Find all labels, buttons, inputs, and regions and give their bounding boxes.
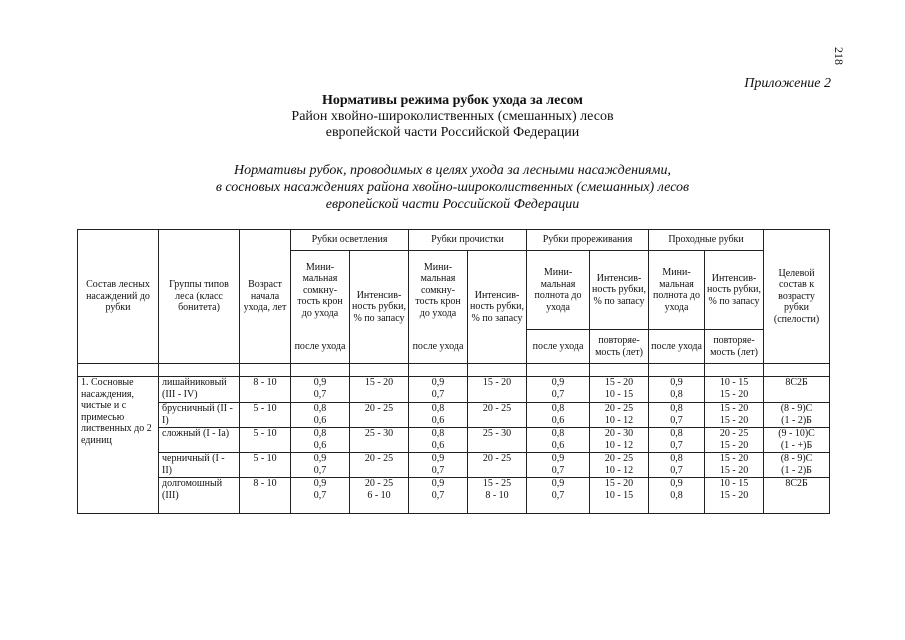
target-cell — [764, 478, 830, 514]
cell-value: 0,9 — [431, 453, 445, 464]
passing-intensity-cell — [705, 453, 764, 478]
cell-value: (8 - 9)С — [780, 453, 813, 464]
cell-value: 0,8 — [551, 428, 565, 439]
cell-value: 0,7 — [313, 489, 327, 501]
cell-value: 0,7 — [551, 464, 565, 476]
cell-value: 0,8 — [670, 453, 683, 464]
cell-value: 0,8 — [313, 428, 327, 439]
header-cleaning: Рубки прочистки — [409, 230, 527, 251]
intensity-cell: 20 - 25 — [350, 403, 409, 428]
cell-value: 10 - 15 — [719, 478, 749, 489]
cell-value: 20 - 25 — [364, 478, 394, 489]
closure-cell — [291, 453, 350, 478]
cell-value: 10 - 15 — [604, 489, 634, 501]
cell-value: 0,7 — [313, 388, 327, 400]
intensity-cell: 25 - 30 — [468, 428, 527, 453]
cell-value: 15 - 20 — [719, 414, 749, 426]
intensity-cell: 20 - 25 — [468, 403, 527, 428]
cell-value: 15 - 20 — [719, 453, 749, 464]
density-cell — [527, 478, 590, 514]
forest-type-cell: черничный (I - II) — [159, 453, 240, 478]
intensity-cell: 25 - 30 — [350, 428, 409, 453]
title-main: Нормативы режима рубок ухода за лесом — [322, 93, 583, 108]
age-cell: 5 - 10 — [240, 403, 291, 428]
cell-value: 0,8 — [431, 428, 445, 439]
target-cell — [764, 453, 830, 478]
closure-cell — [291, 403, 350, 428]
header-min-density-1: Мини-мальная полнота до ухода — [527, 251, 590, 330]
cell-value: 0,9 — [431, 478, 445, 489]
cell-value: 0,7 — [431, 489, 445, 501]
cell-value: 10 - 12 — [604, 414, 634, 426]
closure-cell — [409, 478, 468, 514]
target-cell — [764, 428, 830, 453]
header-after-1: после ухода — [291, 330, 350, 364]
caption-line-3: европейской части Российской Федерации — [325, 197, 580, 212]
table-cell — [527, 364, 590, 377]
header-intensity-2: Интенсив-ность рубки, % по запасу — [468, 251, 527, 364]
cell-value: 15 - 25 — [482, 478, 512, 489]
density-cell — [527, 453, 590, 478]
header-clarification: Рубки осветления — [291, 230, 409, 251]
table-cell — [291, 364, 350, 377]
intensity-cell: 15 - 20 — [468, 377, 527, 403]
header-passing: Проходные рубки — [649, 230, 764, 251]
table-cell — [409, 364, 468, 377]
age-cell: 5 - 10 — [240, 428, 291, 453]
passing-intensity-cell — [705, 428, 764, 453]
density-cell — [527, 403, 590, 428]
closure-cell — [409, 377, 468, 403]
density-cell — [649, 377, 705, 403]
cell-value: 0,8 — [313, 403, 327, 414]
caption-line-2: в сосновых насаждениях района хвойно-широколиственных (смешанных) лесов — [215, 180, 690, 195]
cell-value: 0,9 — [670, 478, 683, 489]
intensity-cell: 20 - 25 — [468, 453, 527, 478]
density-cell — [649, 428, 705, 453]
header-min-closure-2: Мини-мальная сомкну-тость крон до ухода — [409, 251, 468, 330]
table-cell — [705, 364, 764, 377]
header-intensity-4: Интенсив-ность рубки, % по запасу — [705, 251, 764, 330]
cell-value: 0,9 — [670, 377, 683, 388]
cell-value: 0,8 — [431, 403, 445, 414]
cell-value: 0,9 — [551, 453, 565, 464]
table-row — [78, 428, 830, 453]
table-cell — [240, 364, 291, 377]
cell-value: 0,9 — [551, 377, 565, 388]
cell-value: 0,7 — [670, 439, 683, 451]
thinning-intensity-cell — [590, 428, 649, 453]
cell-value: 15 - 20 — [719, 439, 749, 451]
cell-value: 15 - 20 — [719, 388, 749, 400]
cell-value: 0,8 — [670, 388, 683, 400]
page-number: 218 — [832, 47, 846, 65]
cell-value: 0,6 — [551, 414, 565, 426]
header-intensity-1: Интенсив-ность рубки, % по запасу — [350, 251, 409, 364]
density-cell — [649, 403, 705, 428]
cell-value: 10 - 15 — [719, 377, 749, 388]
header-composition: Состав лесных насаждений до рубки — [78, 230, 159, 364]
cell-value: 8 - 10 — [485, 489, 509, 501]
cell-value: 20 - 25 — [604, 403, 634, 414]
closure-cell — [409, 428, 468, 453]
header-thinning: Рубки прореживания — [527, 230, 649, 251]
age-cell: 8 - 10 — [240, 478, 291, 514]
closure-cell — [291, 428, 350, 453]
header-repeat-2: повторяе-мость (лет) — [705, 330, 764, 364]
header-forest-type: Группы типов леса (класс бонитета) — [159, 230, 240, 364]
cell-value: 20 - 25 — [604, 453, 634, 464]
cell-value: 8С2Б — [785, 377, 808, 388]
thinning-intensity-cell — [590, 377, 649, 403]
closure-cell — [409, 453, 468, 478]
spacer-row — [78, 364, 830, 377]
forest-type-cell: лишайниковый (III - IV) — [159, 377, 240, 403]
cell-value: 0,7 — [670, 464, 683, 476]
cell-value: 10 - 12 — [604, 464, 634, 476]
cell-value: 8С2Б — [785, 478, 808, 489]
cell-value: 0,7 — [670, 414, 683, 426]
header-min-closure-1: Мини-мальная сомкну-тость крон до ухода — [291, 251, 350, 330]
target-cell — [764, 403, 830, 428]
cell-value: 0,6 — [551, 439, 565, 451]
closure-cell — [291, 478, 350, 514]
cell-value: 0,6 — [313, 414, 327, 426]
cell-value: 15 - 20 — [604, 377, 634, 388]
closure-cell — [409, 403, 468, 428]
forest-type-cell: сложный (I - Ia) — [159, 428, 240, 453]
table-row — [78, 403, 830, 428]
cell-value: 10 - 12 — [604, 439, 634, 451]
intensity-cell — [468, 478, 527, 514]
table-cell — [590, 364, 649, 377]
passing-intensity-cell — [705, 403, 764, 428]
density-cell — [527, 428, 590, 453]
header-min-density-2: Мини-мальная полнота до ухода — [649, 251, 705, 330]
forest-type-cell: долгомошный (III) — [159, 478, 240, 514]
cell-value: 0,7 — [313, 464, 327, 476]
table-cell — [468, 364, 527, 377]
forest-type-cell: брусничный (II - I) — [159, 403, 240, 428]
header-repeat-1: повторяе-мость (лет) — [590, 330, 649, 364]
cell-value: 0,9 — [431, 377, 445, 388]
header-age: Возраст начала ухода, лет — [240, 230, 291, 364]
header-after-3: после ухода — [527, 330, 590, 364]
appendix-label: Приложение 2 — [744, 76, 831, 91]
thinning-intensity-cell — [590, 453, 649, 478]
header-after-4: после ухода — [649, 330, 705, 364]
table-row — [78, 453, 830, 478]
table-row — [78, 478, 830, 514]
composition-cell: 1. Сосновые насаждения, чистые и с примесью лиственных до 2 единиц — [78, 377, 159, 514]
cell-value: (9 - 10)С — [778, 428, 815, 439]
cell-value: 0,8 — [670, 428, 683, 439]
cell-value: 0,7 — [431, 464, 445, 476]
cell-value: 0,7 — [551, 489, 565, 501]
title-line-2: Район хвойно-широколиственных (смешанных) лесов — [291, 109, 614, 124]
target-cell — [764, 377, 830, 403]
header-target: Целевой состав к возрасту рубки (спелости) — [764, 230, 830, 364]
cell-value: 0,8 — [670, 489, 683, 501]
cell-value: (1 - +)Б — [780, 439, 813, 451]
table-cell — [350, 364, 409, 377]
cell-value: 0,9 — [313, 377, 327, 388]
cell-value: 0,8 — [670, 403, 683, 414]
cell-value: (1 - 2)Б — [781, 464, 812, 476]
cell-value: 20 - 25 — [719, 428, 749, 439]
table-row — [78, 377, 830, 403]
header-intensity-3: Интенсив-ность рубки, % по запасу — [590, 251, 649, 330]
intensity-cell: 20 - 25 — [350, 453, 409, 478]
table-cell — [159, 364, 240, 377]
intensity-cell — [350, 478, 409, 514]
cell-value: 0,9 — [551, 478, 565, 489]
cell-value: 0,6 — [431, 439, 445, 451]
cell-value: 0,9 — [313, 478, 327, 489]
header-row-1 — [78, 230, 830, 251]
cell-value: 0,6 — [313, 439, 327, 451]
cell-value: 0,9 — [313, 453, 327, 464]
age-cell: 5 - 10 — [240, 453, 291, 478]
header-after-2: после ухода — [409, 330, 468, 364]
passing-intensity-cell — [705, 478, 764, 514]
cell-value: 15 - 20 — [719, 464, 749, 476]
cell-value: 0,7 — [551, 388, 565, 400]
cell-value: 15 - 20 — [604, 478, 634, 489]
title-line-3: европейской части Российской Федерации — [325, 125, 580, 140]
cell-value: 15 - 20 — [719, 403, 749, 414]
thinning-intensity-cell — [590, 478, 649, 514]
age-cell: 8 - 10 — [240, 377, 291, 403]
cell-value: (8 - 9)С — [780, 403, 813, 414]
density-cell — [527, 377, 590, 403]
caption-line-1: Нормативы рубок, проводимых в целях ухода за лесными насаждениями, — [234, 163, 671, 178]
document-title — [0, 93, 905, 141]
density-cell — [649, 453, 705, 478]
cell-value: 15 - 20 — [719, 489, 749, 501]
cell-value: (1 - 2)Б — [781, 414, 812, 426]
cell-value: 10 - 15 — [604, 388, 634, 400]
cell-value: 20 - 30 — [604, 428, 634, 439]
norms-table — [77, 229, 830, 514]
passing-intensity-cell — [705, 377, 764, 403]
closure-cell — [291, 377, 350, 403]
cell-value: 6 - 10 — [367, 489, 391, 501]
table-cell — [78, 364, 159, 377]
table-cell — [649, 364, 705, 377]
density-cell — [649, 478, 705, 514]
table-caption — [0, 162, 905, 213]
cell-value: 0,6 — [431, 414, 445, 426]
cell-value: 0,8 — [551, 403, 565, 414]
thinning-intensity-cell — [590, 403, 649, 428]
table-cell — [764, 364, 830, 377]
cell-value: 0,7 — [431, 388, 445, 400]
intensity-cell: 15 - 20 — [350, 377, 409, 403]
